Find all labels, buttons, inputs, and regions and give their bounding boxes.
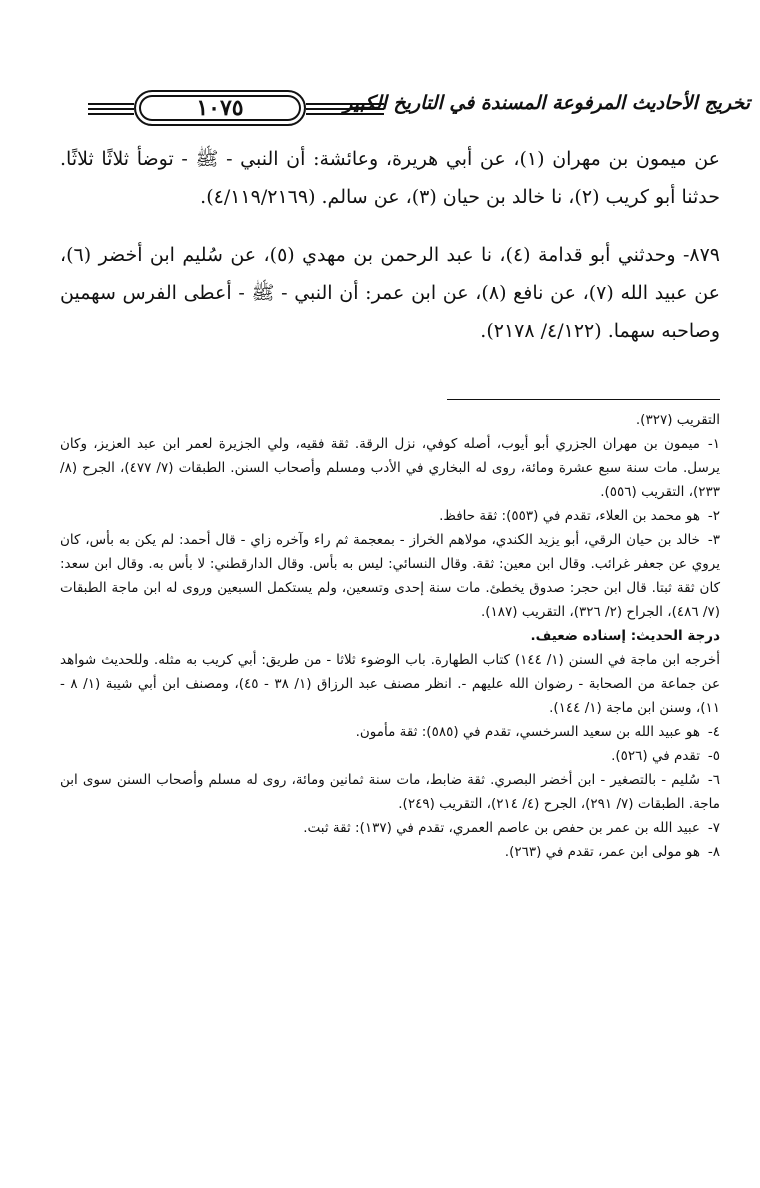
footnote-marker: ٦- [707, 772, 720, 788]
footnote-text: عبيد الله بن عمر بن حفص بن عاصم العمري، تقدم في (١٣٧): ثقة ثبت. [303, 820, 700, 836]
hadith-paragraph-1: عن ميمون بن مهران (١)، عن أبي هريرة، وعائشة: أن النبي - ﷺ - توضأ ثلاثًا ثلاثًا. حدثنا أبو كريب (٢)، نا خالد بن حيان (٣)، عن سالم. (٤/١١٩/٢١٦٩). [60, 148, 721, 208]
footnote-text: سُليم - بالتصغير - ابن أخضر البصري. ثقة ضابط، مات سنة ثمانين ومائة، روى له مسلم وأصحاب السنن سوى ابن ماجة. الطبقات (٧/ ٢٩١)، الجرح (٤/ ٢١٤)، التقريب (٢٤٩). [60, 772, 720, 812]
header-rule-left [88, 103, 134, 118]
running-title: تخريج الأحاديث المرفوعة المسندة في التاريخ الكبير [343, 92, 750, 114]
footnote-marker: ٢- [707, 508, 720, 524]
footnote-2 [60, 504, 720, 528]
footnote-marker: ٤- [707, 724, 720, 740]
footnote-4 [60, 720, 720, 744]
footnote-separator [447, 399, 720, 400]
footnotes [60, 408, 720, 864]
footnote-3 [60, 528, 720, 624]
footnote-text: هو محمد بن العلاء، تقدم في (٥٥٣): ثقة حافظ. [439, 508, 700, 524]
footnote-1 [60, 432, 720, 504]
page-number: ١٠٧٥ [134, 90, 306, 126]
footnote-text: خالد بن حيان الرقي، أبو يزيد الكندي، مولاهم الخراز - بمعجمة ثم راء وآخره زاي - قال أحمد: لم يكن به بأس، كان يروي عن جعفر غرائب. وقال ابن معين: ثقة. وقال النسائي: ليس به بأس. وقال الدارقطني: لا بأس به. وقال ابن سعد: كان ثقة ثبتا. قال ابن حجر: صدوق يخطئ. مات سنة إحدى وتسعين، ولم يستكمل السبعين وروى له ابن ماجة الطبقات (٧/ ٤٨٦)، الجراح (٢/ ٣٢٦)، التقريب (١٨٧). [60, 532, 720, 620]
hadith-paragraph-879: ٨٧٩- وحدثني أبو قدامة (٤)، نا عبد الرحمن بن مهدي (٥)، عن سُليم ابن أخضر (٦)، عن عبيد الله (٧)، عن نافع (٨)، عن ابن عمر: أن النبي - ﷺ - أعطى الفرس سهمين وصاحبه سهما. (٤/١٢٢/ ٢١٧٨). [60, 244, 721, 342]
footnote-6 [60, 768, 720, 816]
footnote-marker: ١- [707, 436, 720, 452]
footnote-marker: ٨- [707, 844, 720, 860]
main-text [60, 140, 720, 350]
running-header [88, 90, 750, 130]
footnote-text: هو عبيد الله بن سعيد السرخسي، تقدم في (٥٨٥): ثقة مأمون. [355, 724, 700, 740]
footnote-continuation: التقريب (٣٢٧). [635, 412, 720, 428]
footnote-8 [60, 840, 720, 864]
hadith-grade: درجة الحديث: إسناده ضعيف. [530, 628, 720, 644]
footnote-5 [60, 744, 720, 768]
footnote-text: ميمون بن مهران الجزري أبو أيوب، أصله كوفي، نزل الرقة. ثقة فقيه، ولي الجزيرة لعمر ابن عبد العزيز، وكان يرسل. مات سنة سبع عشرة ومائة، روى له البخاري في الأدب ومسلم وأصحاب السنن. الطبقات (٧/ ٤٧٧)، الجرح (٨/ ٢٣٣)، التقريب (٥٥٦). [60, 436, 721, 500]
footnote-text: هو مولى ابن عمر، تقدم في (٢٦٣). [504, 844, 700, 860]
footnote-marker: ٥- [707, 748, 720, 764]
footnote-marker: ٣- [707, 532, 720, 548]
takhrij-note: أخرجه ابن ماجة في السنن (١/ ١٤٤) كتاب الطهارة. باب الوضوء ثلاثا - من طريق: أبي كريب به مثله. وللحديث شواهد عن جماعة من الصحابة - رضوان الله عليهم -. انظر مصنف عبد الرزاق (١/ ٣٨ - ٤٥)، ومصنف ابن أبي شيبة (١/ ٨ - ١١)، وسنن ابن ماجة (١/ ١٤٤). [60, 652, 720, 716]
footnote-7 [60, 816, 720, 840]
footnote-text: تقدم في (٥٢٦). [611, 748, 700, 764]
footnote-marker: ٧- [707, 820, 720, 836]
